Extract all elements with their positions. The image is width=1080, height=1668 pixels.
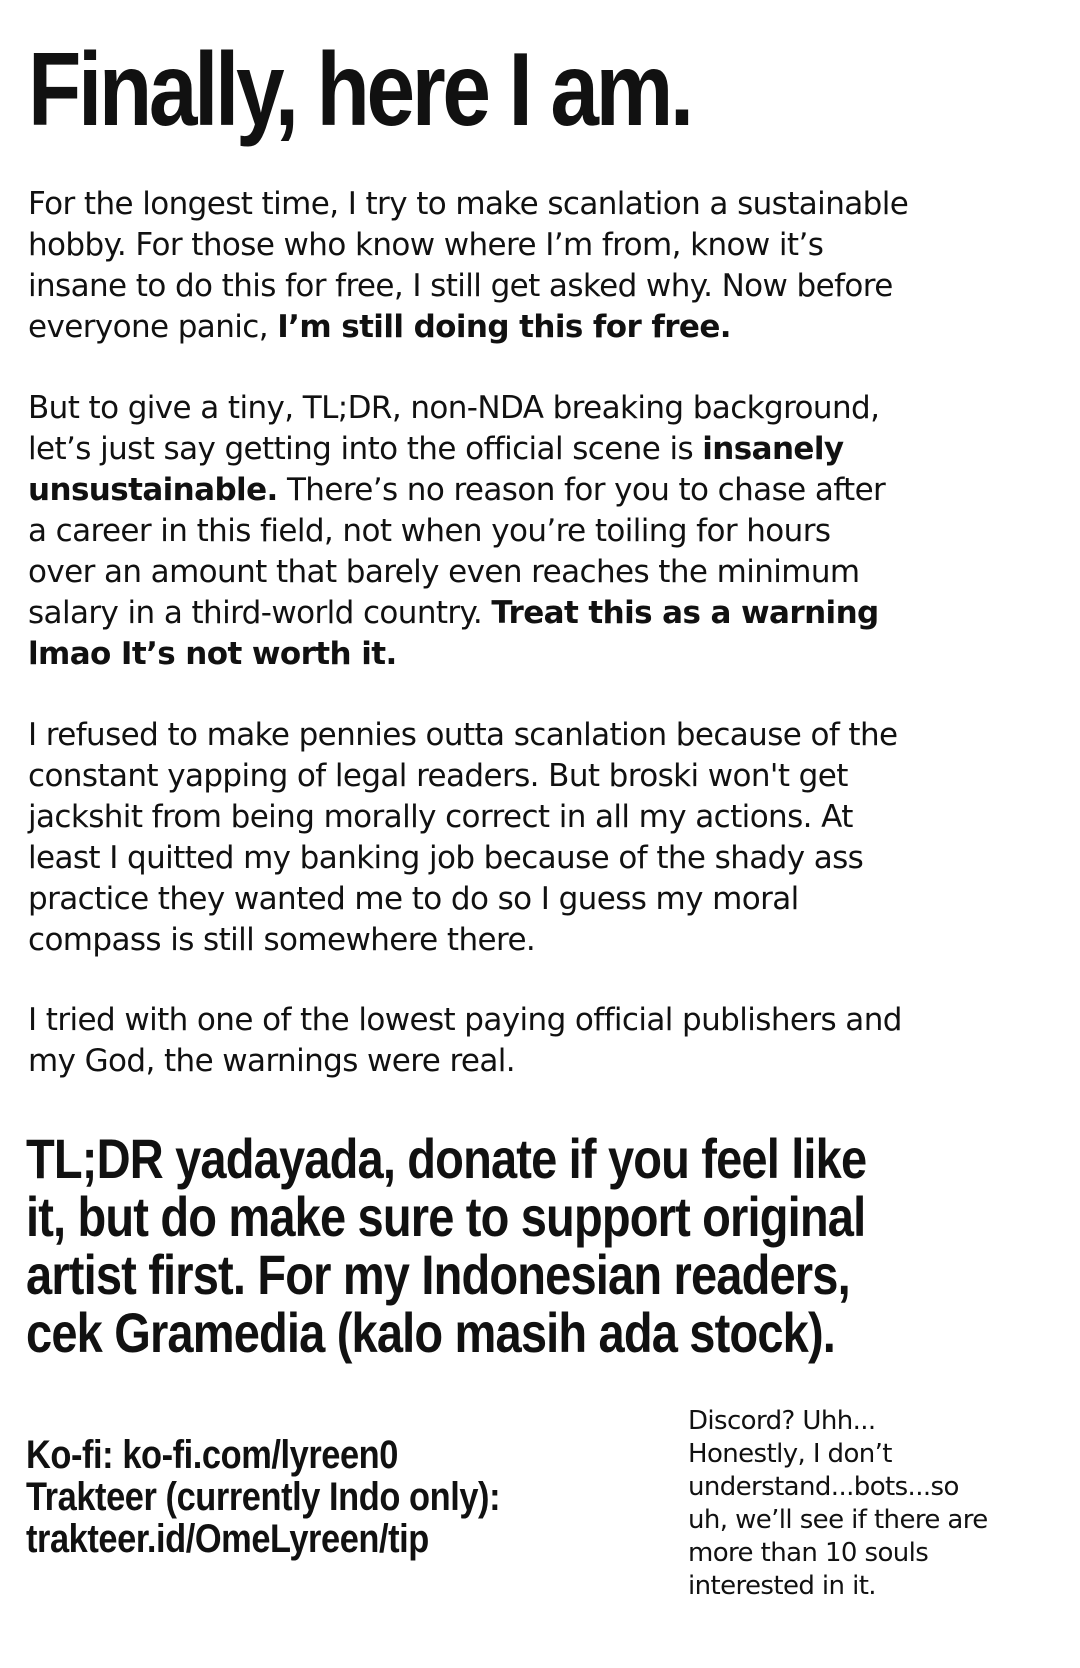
paragraph-intro: [28, 184, 1058, 348]
trakteer-link: trakteer.id/OmeLyreen/tip: [26, 1517, 429, 1561]
paragraph-line: [28, 634, 1058, 675]
headline-line: artist first. For my Indonesian readers,: [26, 1243, 850, 1306]
note-line: understand...bots...so: [688, 1472, 959, 1502]
paragraph-line: [28, 593, 1058, 634]
paragraph-line: I refused to make pennies outta scanlation because of the: [28, 717, 898, 753]
emphasis-text: unsustainable.: [28, 472, 278, 508]
headline-line: cek Gramedia (kalo masih ada stock).: [26, 1301, 836, 1364]
paragraph-line: I tried with one of the lowest paying official publishers and: [28, 1002, 902, 1038]
paragraph-line: practice they wanted me to do so I guess my moral: [28, 881, 799, 917]
paragraph-line: [28, 429, 1058, 470]
headline-line: it, but do make sure to support original: [26, 1185, 866, 1248]
paragraph-line: insane to do this for free, I still get asked why. Now before: [28, 268, 893, 304]
discord-note: [688, 1405, 1058, 1603]
text-run: everyone panic,: [28, 309, 278, 345]
text-run: salary in a third-world country.: [28, 595, 492, 631]
paragraph-line: jackshit from being morally correct in all my actions. At: [28, 799, 853, 835]
note-line: Honestly, I don’t: [688, 1439, 892, 1469]
note-line: interested in it.: [688, 1571, 876, 1601]
page-title: Finally, here I am.: [28, 32, 691, 148]
paragraph-line: my God, the warnings were real.: [28, 1043, 516, 1079]
paragraph-publishers: [28, 1000, 1058, 1082]
paragraph-line: compass is still somewhere there.: [28, 922, 536, 958]
emphasis-text: lmao It’s not worth it.: [28, 636, 397, 672]
paragraph-line: a career in this field, not when you’re toiling for hours: [28, 513, 831, 549]
paragraph-line: over an amount that barely even reaches the minimum: [28, 554, 860, 590]
emphasis-text: Treat this as a warning: [491, 595, 879, 631]
note-line: Discord? Uhh...: [688, 1406, 876, 1436]
tldr-headline: [26, 1127, 1026, 1364]
text-run: There’s no reason for you to chase after: [277, 472, 886, 508]
paragraph-line: But to give a tiny, TL;DR, non-NDA breaking background,: [28, 390, 880, 426]
paragraph-line: least I quitted my banking job because of the shady ass: [28, 840, 864, 876]
donation-links: [26, 1434, 662, 1560]
emphasis-text: I’m still doing this for free.: [277, 309, 731, 345]
emphasis-text: insanely: [702, 431, 844, 467]
paragraph-line: For the longest time, I try to make scanlation a sustainable: [28, 186, 909, 222]
headline-line: TL;DR yadayada, donate if you feel like: [26, 1127, 867, 1190]
trakteer-label: Trakteer (currently Indo only):: [26, 1475, 501, 1519]
note-line: uh, we’ll see if there are: [688, 1505, 988, 1535]
kofi-link: Ko-fi: ko-fi.com/lyreen0: [26, 1433, 398, 1477]
paragraph-line: [28, 470, 1058, 511]
paragraph-background: [28, 388, 1058, 675]
paragraph-line: hobby. For those who know where I’m from, know it’s: [28, 227, 824, 263]
text-run: let’s just say getting into the official scene is: [28, 431, 703, 467]
note-line: more than 10 souls: [688, 1538, 929, 1568]
paragraph-refusal: [28, 715, 1058, 961]
paragraph-line: [28, 307, 1058, 348]
paragraph-line: constant yapping of legal readers. But broski won't get: [28, 758, 848, 794]
